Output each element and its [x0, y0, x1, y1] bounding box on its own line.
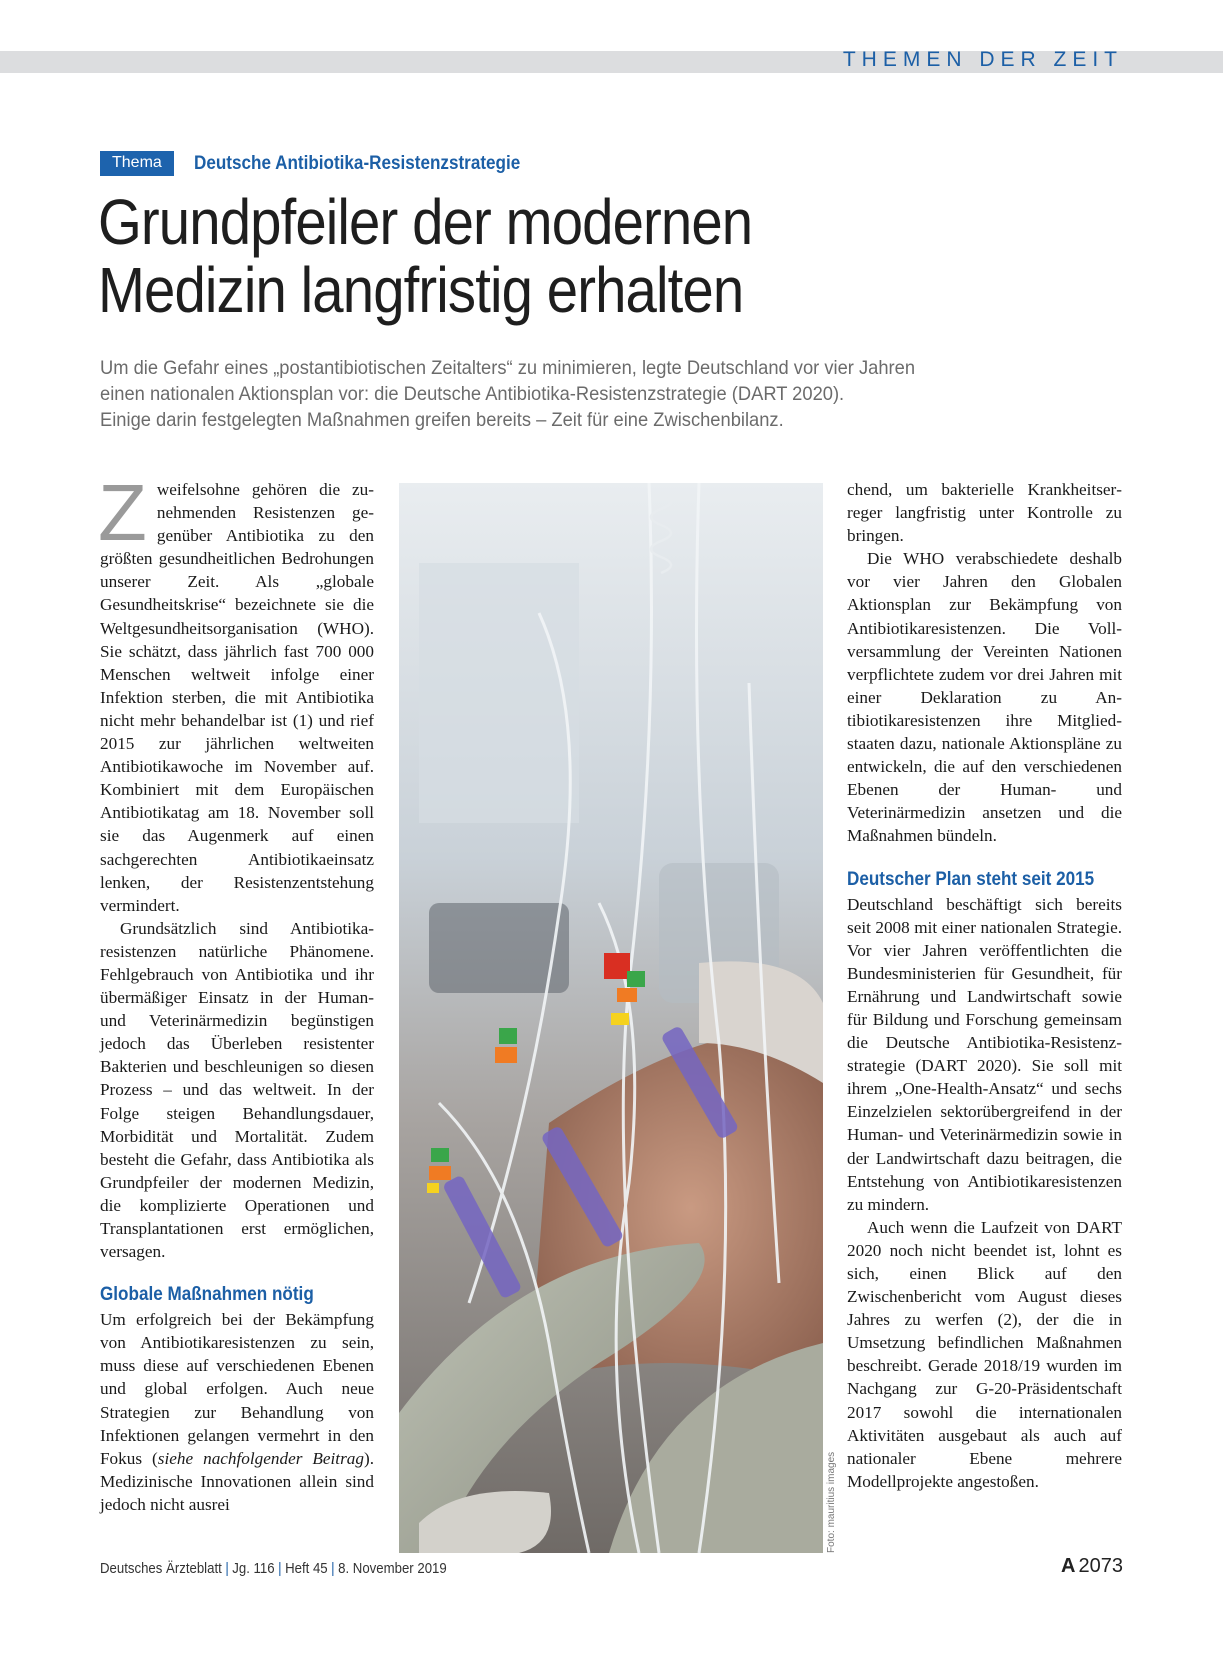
paragraph: Auch wenn die Laufzeit von DART 2020 noch nicht beendet ist, lohnt es sich, einen Blick auf den Zwischenbericht vom August dieses Jahres zu werfen (2), der die in Umsetzung befindlichen Maßnahmen beschreibt. Gerade 2018/19 wurden im Nachgang zur G-20-Präsidentschaft 2017 sowohl die internationalen Aktivitäten ausgebaut als auch auf nationaler Ebene mehrere Modellprojekte angestoßen.	[847, 1217, 1122, 1491]
paragraph: Deutschland beschäftigt sich bereits seit 2008 mit einer nationalen Strategie. Vor vier Jahren veröffentlichten die Bundesministerien für Gesundheit, für Ernährung und Landwirtschaft sowie für Bildung und Forschung gemeinsam die Deutsche Antibiotika-Resistenzstrategie (DART 2020). Sie soll mit ihrem „One-Health-Ansatz“ und sechs Einzelzielen sektorübergreifend in der Human- und Veterinärmedizin sowie in der Landwirtschaft dazu beitragen, die Entstehung von Antibiotikaresistenzen zu mindern.	[847, 894, 1122, 1214]
issue: Heft 45	[285, 1560, 328, 1577]
issue-date: 8. November 2019	[338, 1560, 447, 1577]
lede: Um die Gefahr eines „postantibiotischen Zeitalters“ zu minimieren, legte Deutschland vor vier Jahren einen nationalen Aktionsplan vor: die Deutsche Antibiotika-Resistenzstrategie (DART 2020). Einige darin festgelegten Maßnahmen greifen bereits – Zeit für eine Zwischenbilanz.	[100, 357, 916, 431]
paragraph: Um erfolgreich bei der Bekämpfung von Antibiotikaresistenzen zu sein, muss diese auf verschiedenen Ebenen und global erfolgen. Auch neue Strategien zur Behandlung von Infektionen gelangen vermehrt in den Fokus (siehe nachfolgender Beitrag). Medizinische Innovationen allein sind jedoch nicht ausrei	[100, 1310, 374, 1514]
article-photo	[399, 483, 823, 1553]
kicker	[100, 151, 556, 176]
text-column-1	[98, 468, 374, 1516]
section-label: THEMEN DER ZEIT	[842, 48, 1123, 71]
paragraph: weifelsohne gehören die zunehmenden Resistenzen gegenüber Antibiotika zu den größten gesundheitlichen Bedrohungen unserer Zeit. Als „globale Gesundheitskrise“ bezeichnete sie die Weltgesundheitsorganisation (WHO). Sie schätzt, dass jährlich fast 700 000 Menschen weltweit infolge einer Infektion sterben, die mit Antibiotika nicht mehr behandelbar ist (1) und rief 2015 zur jährlichen weltweiten Antibiotikawoche im November auf. Kombiniert mit dem Europäischen Antibiotikatag am 18. November soll sie das Augenmerk auf einen sachgerechten Antibiotikaeinsatz lenken, der Resistenzentstehung vermindert.	[100, 480, 374, 915]
paragraph: Die WHO verabschiedete deshalb vor vier Jahren den Globalen Aktionsplan zur Bekämpfung von Antibiotikaresistenzen. Die Vollversammlung der Vereinten Nationen verpflichtete zudem vor drei Jahren mit einer Deklaration zu Antibiotikaresistenzen ihre Mitgliedstaaten dazu, nationale Aktionspläne zu entwickeln, die auf den verschiedenen Ebenen der Human- und Veterinärmedizin ansetzen und die Maßnahmen bündeln.	[847, 549, 1122, 846]
headline: Grundpfeiler der modernen Medizin langfristig erhalten	[98, 186, 753, 326]
text-column-3	[847, 478, 1122, 1493]
subheading: Deutscher Plan steht seit 2015	[847, 868, 1095, 890]
footer-citation: Deutsches Ärzteblatt | Jg. 116 | Heft 45 | 8. November 2019	[100, 1560, 447, 1577]
paragraph: chend, um bakterielle Krankheitserreger langfristig unter Kontrolle zu bringen.	[847, 480, 1122, 546]
icu-photo-illustration	[399, 483, 823, 1553]
page-number: A 2073	[1061, 1555, 1123, 1577]
kicker-topic: Deutsche Antibiotika-Resistenzstrategie	[193, 152, 521, 174]
photo-credit: Foto: mauritius images	[826, 1451, 837, 1553]
subheading: Globale Maßnahmen nötig	[100, 1284, 314, 1306]
topic-tag: Thema	[100, 151, 174, 176]
drop-cap: Z	[98, 468, 147, 557]
paragraph: Grundsätzlich sind Antibiotikaresistenzen natürliche Phänomene. Fehlgebrauch von Antibiotika und ihr übermäßiger Einsatz in der Human- und Veterinärmedizin begünstigen jedoch das Überleben resistenter Bakterien und beschleunigen so diesen Prozess – und das weltweit. In der Folge steigen Behandlungsdauer, Morbidität und Mortalität. Zudem besteht die Gefahr, dass Antibiotika als Grundpfeiler der modernen Medizin, die komplizierte Operationen und Transplantationen erst ermöglichen, versagen.	[100, 918, 374, 1262]
journal-name: Deutsches Ärzteblatt	[100, 1560, 222, 1577]
cross-reference: siehe nachfolgender Beitrag	[157, 1448, 364, 1468]
volume: Jg. 116	[232, 1560, 275, 1577]
